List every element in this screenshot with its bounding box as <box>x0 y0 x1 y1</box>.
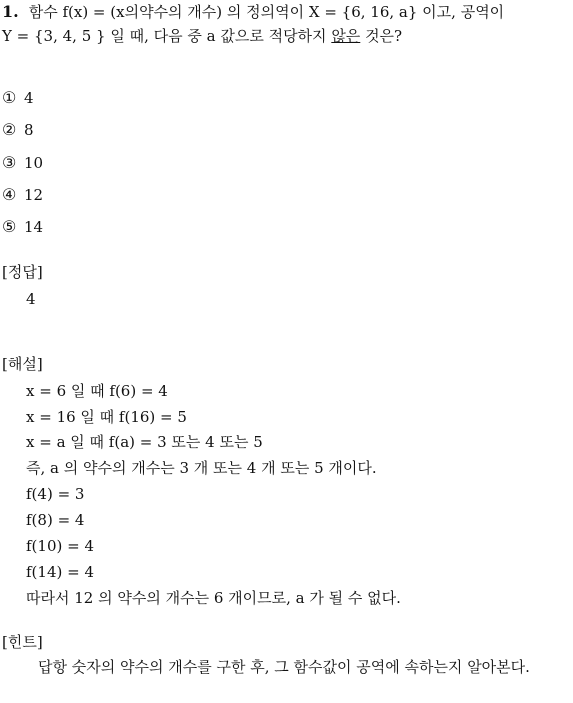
explanation-line-9: 따라서 12 의 약수의 개수는 6 개이므로, a 가 될 수 없다. <box>26 589 401 607</box>
answer-heading: [정답] <box>2 263 43 281</box>
question-text-line-2a: Y = {3, 4, 5 } 일 때, 다음 중 a 값으로 적당하지 <box>2 27 332 45</box>
question-text-line-2b: 것은? <box>360 27 403 45</box>
choice-text: 14 <box>24 218 44 236</box>
choice-text: 4 <box>24 89 34 107</box>
question-line-2 <box>2 26 402 46</box>
explanation-line-4: 즉, a 의 약수의 개수는 3 개 또는 4 개 또는 5 개이다. <box>26 459 377 477</box>
hint-heading: [힌트] <box>2 633 43 651</box>
choice-marker: ① <box>2 88 17 107</box>
choice-3[interactable] <box>2 153 43 173</box>
choice-marker: ⑤ <box>2 217 17 236</box>
explanation-heading: [해설] <box>2 355 43 373</box>
hint-text: 답항 숫자의 약수의 개수를 구한 후, 그 함수값이 공역에 속하는지 알아본다. <box>38 658 530 676</box>
choice-marker: ④ <box>2 185 17 204</box>
choice-4[interactable] <box>2 185 43 205</box>
question-line-1 <box>2 2 504 22</box>
choice-marker: ③ <box>2 153 17 172</box>
explanation-line-7: f(10) = 4 <box>26 537 94 555</box>
explanation-line-3: x = a 일 때 f(a) = 3 또는 4 또는 5 <box>26 433 263 451</box>
question-number: 1. <box>2 2 19 21</box>
choice-marker: ② <box>2 120 17 139</box>
explanation-line-5: f(4) = 3 <box>26 485 85 503</box>
explanation-line-1: x = 6 일 때 f(6) = 4 <box>26 382 168 400</box>
explanation-line-8: f(14) = 4 <box>26 563 94 581</box>
question-underlined-word: 않은 <box>331 27 361 45</box>
answer-value: 4 <box>26 290 36 308</box>
choice-5[interactable] <box>2 217 43 237</box>
explanation-line-2: x = 16 일 때 f(16) = 5 <box>26 408 187 426</box>
choice-2[interactable] <box>2 120 34 140</box>
choice-text: 12 <box>24 186 44 204</box>
explanation-line-6: f(8) = 4 <box>26 511 85 529</box>
choice-text: 8 <box>24 121 34 139</box>
question-text-line-1: 함수 f(x) = (x의약수의 개수) 의 정의역이 X = {6, 16, a} 이고, 공역이 <box>28 3 505 21</box>
choice-1[interactable] <box>2 88 34 108</box>
choice-text: 10 <box>24 154 44 172</box>
